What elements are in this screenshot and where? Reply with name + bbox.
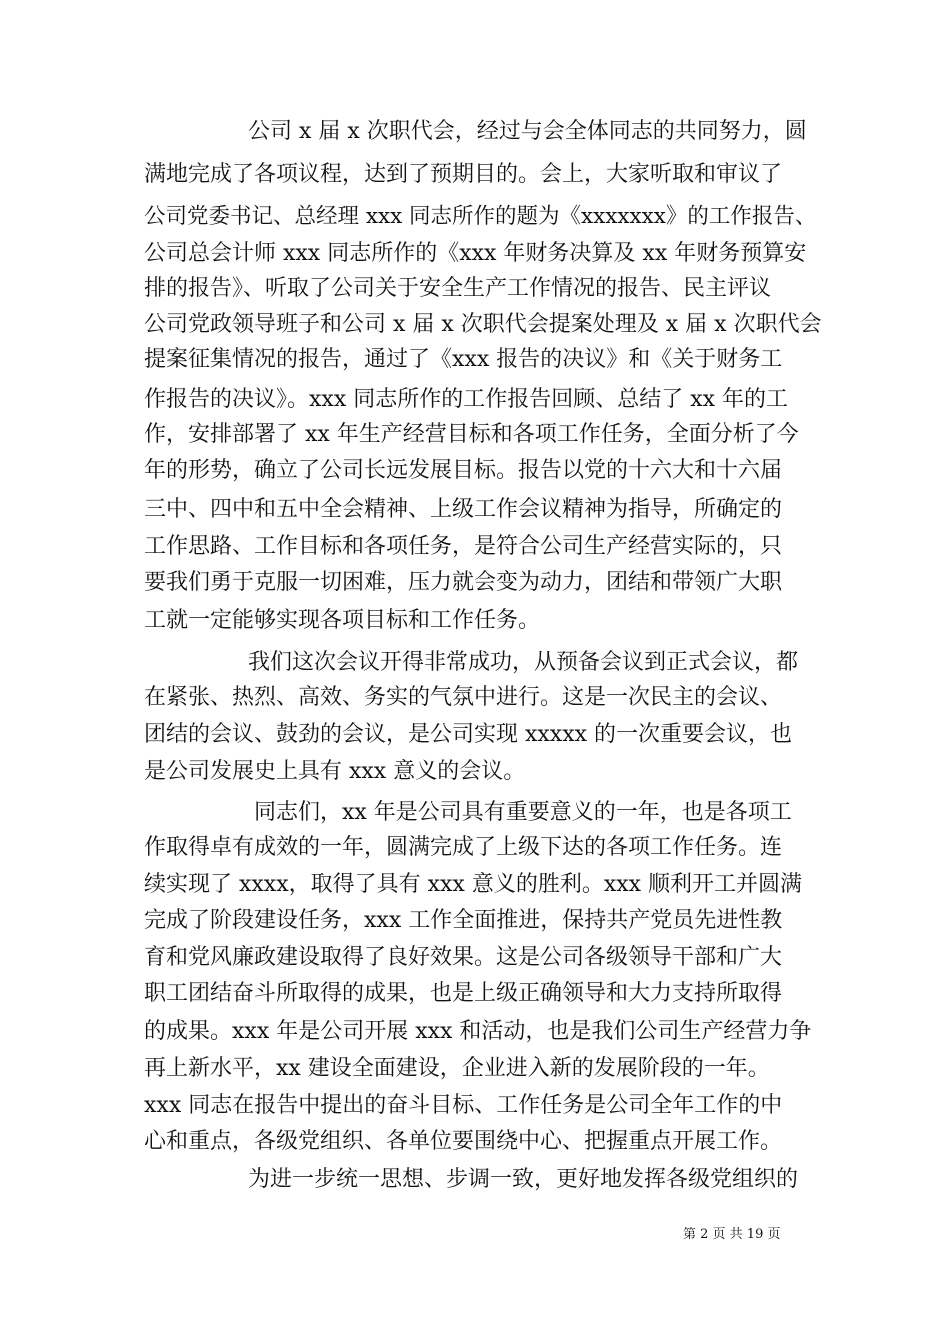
paragraph-1-line-9: 作，安排部署了 xx 年生产经营目标和各项工作任务，全面分析了今	[144, 422, 799, 447]
paragraph-1-line-14: 工就一定能够实现各项目标和工作任务。	[144, 608, 541, 633]
paragraph-1-line-13: 要我们勇于克服一切困难，压力就会变为动力，团结和带领广大职	[144, 570, 783, 595]
paragraph-3-line-4: 完成了阶段建设任务，xxx 工作全面推进，保持共产党员先进性教	[144, 908, 783, 933]
paragraph-2-line-4: 是公司发展史上具有 xxx 意义的会议。	[144, 759, 526, 784]
paragraph-1-line-10: 年的形势，确立了公司长远发展目标。报告以党的十六大和十六届	[144, 458, 783, 483]
paragraph-3-line-1: 同志们，xx 年是公司具有重要意义的一年，也是各项工	[254, 800, 792, 825]
page-number: 第 2 页 共 19 页	[683, 1227, 781, 1242]
paragraph-3-line-8: 再上新水平，xx 建设全面建设，企业进入新的发展阶段的一年。	[144, 1056, 770, 1081]
paragraph-3-line-5: 育和党风廉政建设取得了良好效果。这是公司各级领导干部和广大	[144, 945, 783, 970]
paragraph-2-line-1: 我们这次会议开得非常成功，从预备会议到正式会议，都	[248, 650, 799, 675]
paragraph-1-line-6: 公司党政领导班子和公司 x 届 x 次职代会提案处理及 x 届 x 次职代会	[144, 312, 822, 337]
paragraph-1-line-1: 公司 x 届 x 次职代会，经过与会全体同志的共同努力，圆	[248, 119, 807, 144]
paragraph-3-line-3: 续实现了 xxxx，取得了具有 xxx 意义的胜利。xxx 顺利开工并圆满	[144, 872, 803, 897]
paragraph-3-line-9: xxx 同志在报告中提出的奋斗目标、工作任务是公司全年工作的中	[144, 1093, 783, 1118]
paragraph-4-line-1: 为进一步统一思想、步调一致，更好地发挥各级党组织的	[248, 1167, 799, 1192]
paragraph-1-line-11: 三中、四中和五中全会精神、上级工作会议精神为指导，所确定的	[144, 497, 783, 522]
paragraph-3-line-2: 作取得卓有成效的一年，圆满完成了上级下达的各项工作任务。连	[144, 835, 783, 860]
paragraph-1-line-2: 满地完成了各项议程，达到了预期目的。会上，大家听取和审议了	[144, 162, 783, 187]
paragraph-3-line-10: 心和重点，各级党组织、各单位要围绕中心、把握重点开展工作。	[144, 1129, 783, 1154]
paragraph-1-line-5: 排的报告》、听取了公司关于安全生产工作情况的报告、民主评议	[144, 276, 772, 301]
paragraph-1-line-7: 提案征集情况的报告，通过了《xxx 报告的决议》和《关于财务工	[144, 347, 783, 372]
paragraph-1-line-3: 公司党委书记、总经理 xxx 同志所作的题为《xxxxxxx》的工作报告、	[144, 204, 817, 229]
paragraph-3-line-7: 的成果。xxx 年是公司开展 xxx 和活动，也是我们公司生产经营力争	[144, 1019, 812, 1044]
paragraph-2-line-2: 在紧张、热烈、高效、务实的气氛中进行。这是一次民主的会议、	[144, 685, 783, 710]
paragraph-2-line-3: 团结的会议、鼓劲的会议，是公司实现 xxxxx 的一次重要会议，也	[144, 722, 793, 747]
paragraph-1-line-12: 工作思路、工作目标和各项任务，是符合公司生产经营实际的，只	[144, 534, 783, 559]
paragraph-3-line-6: 职工团结奋斗所取得的成果，也是上级正确领导和大力支持所取得	[144, 981, 783, 1006]
paragraph-1-line-8: 作报告的决议》。xxx 同志所作的工作报告回顾、总结了 xx 年的工	[144, 387, 789, 412]
paragraph-1-line-4: 公司总会计师 xxx 同志所作的《xxx 年财务决算及 xx 年财务预算安	[144, 241, 807, 266]
